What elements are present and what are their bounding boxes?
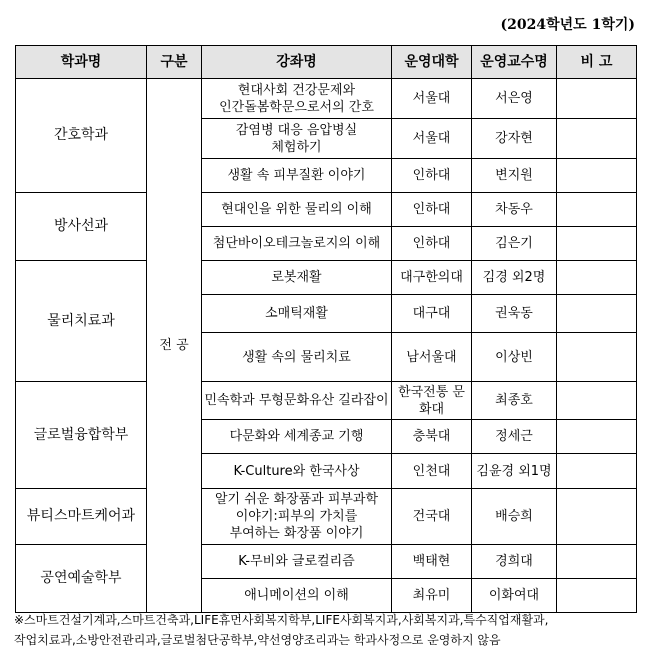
professor-cell: 배승희 <box>472 489 557 545</box>
remark-cell <box>557 261 637 295</box>
course-title-line: 이야기:피부의 가치를 <box>235 509 358 524</box>
university-cell: 인하대 <box>392 227 472 261</box>
professor-cell: 최종호 <box>472 382 557 420</box>
department-name: 공연예술학부 <box>16 545 147 613</box>
course-title-line: 체험하기 <box>271 139 322 155</box>
division-cell: 전 공 <box>147 79 202 613</box>
course-title-line: 현대인을 위한 물리의 이해 <box>221 202 372 217</box>
department-name: 방사선과 <box>16 193 147 261</box>
column-header: 강좌명 <box>202 46 392 79</box>
remark-cell <box>557 420 637 454</box>
column-header: 비 고 <box>557 46 637 79</box>
university-cell: 서울대 <box>392 79 472 119</box>
professor-cell: 차동우 <box>472 193 557 227</box>
professor-cell: 서은영 <box>472 79 557 119</box>
department-name: 뷰티스마트케어과 <box>16 489 147 545</box>
remark-cell <box>557 454 637 489</box>
course-title-line: 소매틱재활 <box>265 306 328 321</box>
professor-cell: 이상빈 <box>472 333 557 382</box>
university-cell: 인천대 <box>392 454 472 489</box>
course-title-line: K-Culture와 한국사상 <box>233 463 360 479</box>
column-header: 운영교수명 <box>472 46 557 79</box>
professor-cell: 김윤경 외1명 <box>472 454 557 489</box>
course-title-line: 인간돌봄학문으로서의 간호 <box>219 99 374 115</box>
footnote-line: ※스마트건설기계과,스마트건축과,LIFE휴먼사회복지학부,LIFE사회복지과,사회복지과,특수직업재활과, <box>14 613 549 627</box>
course-title-line: 다문화와 세계종교 기행 <box>229 429 364 444</box>
course-title <box>202 579 392 613</box>
course-title <box>202 382 392 420</box>
professor-cell: 강자현 <box>472 119 557 159</box>
course-title-line: 첨단바이오테크놀로지의 이해 <box>212 236 381 251</box>
course-title-line: 로봇재활 <box>271 270 322 285</box>
remark-cell <box>557 79 637 119</box>
course-title-line: 부여하는 화장품 이야기 <box>229 526 364 541</box>
professor-cell: 김은기 <box>472 227 557 261</box>
remark-cell <box>557 295 637 333</box>
professor-cell: 김경 외2명 <box>472 261 557 295</box>
course-title <box>202 159 392 193</box>
table-row <box>16 382 637 420</box>
course-title <box>202 489 392 545</box>
professor-cell: 권욱동 <box>472 295 557 333</box>
table-row <box>16 79 637 119</box>
professor-cell: 정세근 <box>472 420 557 454</box>
remark-cell <box>557 545 637 579</box>
university-cell: 한국전통 문화대 <box>392 382 472 420</box>
column-header: 운영대학 <box>392 46 472 79</box>
table-row <box>16 193 637 227</box>
department-name: 글로벌융합학부 <box>16 382 147 489</box>
footnote <box>14 610 639 650</box>
university-cell: 서울대 <box>392 119 472 159</box>
university-cell: 건국대 <box>392 489 472 545</box>
course-title <box>202 420 392 454</box>
university-cell: 대구대 <box>392 295 472 333</box>
course-title-line: 생활 속 피부질환 이야기 <box>227 168 366 183</box>
remark-cell <box>557 193 637 227</box>
professor-cell: 경희대 <box>472 545 557 579</box>
department-name: 간호학과 <box>16 79 147 193</box>
university-cell: 남서울대 <box>392 333 472 382</box>
remark-cell <box>557 119 637 159</box>
course-title <box>202 545 392 579</box>
course-title <box>202 79 392 119</box>
course-title-line: 생활 속의 물리치료 <box>242 349 351 365</box>
course-title <box>202 295 392 333</box>
remark-cell <box>557 489 637 545</box>
column-header: 구분 <box>147 46 202 79</box>
table-row <box>16 261 637 295</box>
footnote-line: 작업치료과,소방안전관리과,글로벌첨단공학부,약선영양조리과는 학과사정으로 운영하지 않음 <box>14 633 501 647</box>
remark-cell <box>557 333 637 382</box>
table-body <box>16 79 637 613</box>
course-title <box>202 333 392 382</box>
semester-label: (2024학년도 1학기) <box>500 17 635 33</box>
remark-cell <box>557 382 637 420</box>
course-title <box>202 261 392 295</box>
department-name: 물리치료과 <box>16 261 147 382</box>
course-title-line: 현대사회 건강문제와 <box>237 82 356 98</box>
course-title-line: 감염병 대응 음압병실 <box>235 122 358 138</box>
table-row <box>16 545 637 579</box>
professor-cell: 이화여대 <box>472 579 557 613</box>
course-title <box>202 227 392 261</box>
course-title-line: 알기 쉬운 화장품과 피부과학 <box>214 492 379 507</box>
course-title <box>202 119 392 159</box>
course-title <box>202 454 392 489</box>
university-cell: 최유미 <box>392 579 472 613</box>
university-cell: 백태현 <box>392 545 472 579</box>
course-title <box>202 193 392 227</box>
university-cell: 인하대 <box>392 159 472 193</box>
remark-cell <box>557 227 637 261</box>
remark-cell <box>557 159 637 193</box>
university-cell: 충북대 <box>392 420 472 454</box>
table-header-row <box>16 46 637 79</box>
university-cell: 대구한의대 <box>392 261 472 295</box>
column-header: 학과명 <box>16 46 147 79</box>
university-cell: 인하대 <box>392 193 472 227</box>
course-title-line: 민속학과 무형문화유산 길라잡이 <box>204 393 389 408</box>
table-row <box>16 489 637 545</box>
course-title-line: 애니메이션의 이해 <box>244 588 349 603</box>
course-table <box>15 45 637 613</box>
professor-cell: 변지원 <box>472 159 557 193</box>
remark-cell <box>557 579 637 613</box>
course-title-line: K-무비와 글로컬리즘 <box>238 554 355 569</box>
